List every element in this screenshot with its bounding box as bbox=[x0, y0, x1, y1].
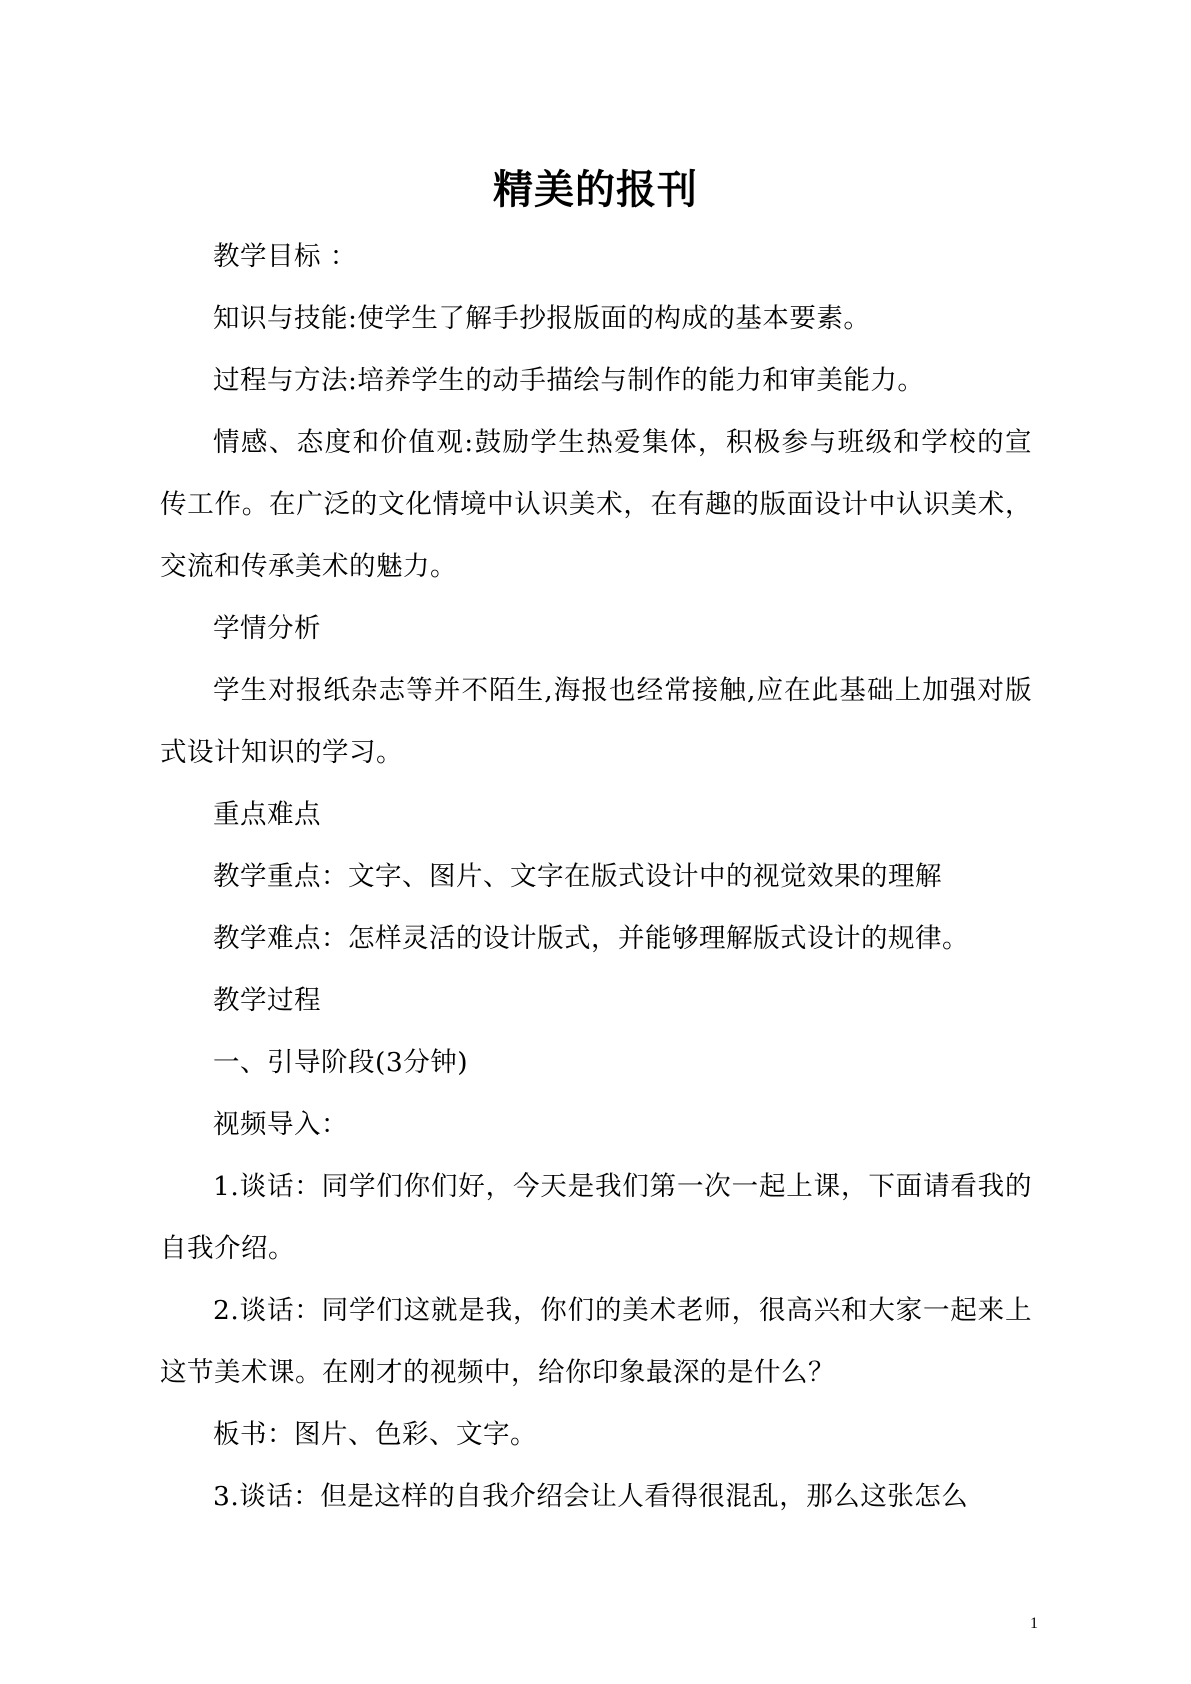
heading-student-analysis: 学情分析 bbox=[213, 613, 321, 644]
paragraph-talk-1: 1.谈话：同学们你们好，今天是我们第一次一起上课，下面请看我的自我介绍。 bbox=[160, 1171, 1032, 1264]
heading-teaching-process: 教学过程 bbox=[213, 985, 321, 1016]
page-number: 1 bbox=[1030, 1615, 1038, 1632]
document-title: 精美的报刊 bbox=[493, 167, 698, 213]
paragraph-talk-3: 3.谈话：但是这样的自我介绍会让人看得很混乱，那么这张怎么 bbox=[213, 1481, 969, 1512]
paragraph-video-intro: 视频导入： bbox=[213, 1109, 348, 1140]
document-body bbox=[160, 226, 1032, 1528]
heading-key-difficulties: 重点难点 bbox=[213, 799, 321, 830]
paragraph-teaching-difficulty: 教学难点：怎样灵活的设计版式，并能够理解版式设计的规律。 bbox=[213, 923, 969, 954]
paragraph-student-analysis: 学生对报纸杂志等并不陌生,海报也经常接触,应在此基础上加强对版式设计知识的学习。 bbox=[160, 675, 1032, 768]
paragraph-teaching-goals: 教学目标 ： bbox=[213, 241, 357, 272]
heading-guidance-stage: 一、引导阶段(3分钟) bbox=[213, 1047, 469, 1078]
paragraph-process-methods: 过程与方法:培养学生的动手描绘与制作的能力和审美能力。 bbox=[213, 365, 925, 396]
paragraph-emotion-values: 情感、态度和价值观:鼓励学生热爱集体，积极参与班级和学校的宣传工作。在广泛的文化情境中认识美术，在有趣的版面设计中认识美术，交流和传承美术的魅力。 bbox=[160, 427, 1032, 582]
paragraph-teaching-focus: 教学重点：文字、图片、文字在版式设计中的视觉效果的理解 bbox=[213, 861, 942, 892]
paragraph-knowledge-skills: 知识与技能:使学生了解手抄报版面的构成的基本要素。 bbox=[213, 303, 871, 334]
paragraph-talk-2: 2.谈话：同学们这就是我，你们的美术老师，很高兴和大家一起来上这节美术课。在刚才的视频中，给你印象最深的是什么？ bbox=[160, 1295, 1032, 1388]
paragraph-blackboard: 板书：图片、色彩、文字。 bbox=[213, 1419, 537, 1450]
